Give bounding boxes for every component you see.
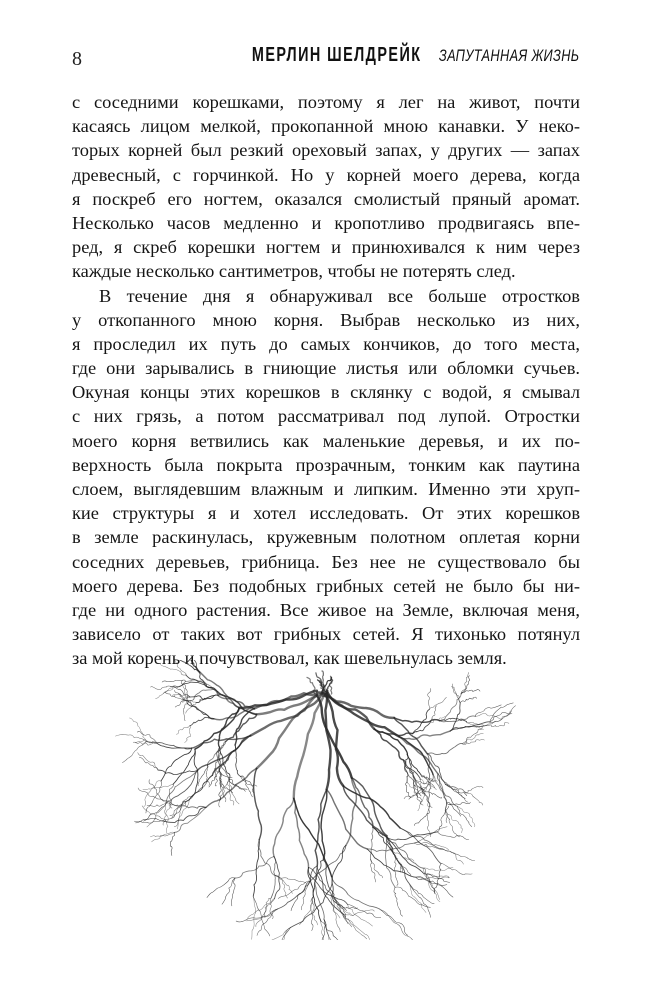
root-stroke [258,840,275,876]
root-stroke [129,718,146,742]
root-stroke [394,887,403,916]
root-stroke [235,745,241,777]
root-stroke [257,696,317,769]
root-stroke [462,726,482,744]
root-stroke [143,784,173,790]
root-stroke [161,748,192,781]
root-stroke [332,845,346,893]
root-stroke [207,878,235,898]
text-line: верхность была покрыта прозрачным, тонким как паутина [72,454,580,475]
root-stroke [416,877,450,879]
text-line: с них грязь, а потом рассматривал под лупой. Отростки [72,406,580,427]
text-line: у откопанного мною корня. Выбрав несколько из них, [72,309,580,330]
root-stroke [405,782,410,797]
root-stroke [457,806,475,826]
root-stroke [235,857,274,879]
text-line: я проследил их путь до самых кончиков, до того места, [72,333,580,354]
root-stroke [253,896,270,936]
root-stroke [139,757,158,770]
running-head [72,44,579,72]
root-stroke [116,735,147,742]
text-line: зависело от таких вот грибных сетей. Я тихонько потянул [72,624,580,645]
root-stroke [457,806,471,826]
root-stroke [343,914,366,939]
text-line: слоем, выглядевшим влажным и липким. Именно эти хруп- [72,479,580,499]
text-line: кие структуры я и хотел исследовать. От этих корешков [72,503,580,524]
text-line: где они зарывались в гниющие листья или обломки сучьев. [72,358,580,379]
root-stroke [475,713,502,719]
root-stroke [450,725,487,731]
root-stroke [294,694,325,799]
root-stroke [410,884,431,917]
root-stroke [433,775,447,803]
text-line: торых корней был резкий ореховый запах, у других — запах [72,140,580,161]
root-stroke [410,884,434,903]
text-line: где ни одного растения. Все живое на Земле, включая меня, [72,599,580,620]
root-stroke [386,836,396,888]
roots-sketch-icon [108,660,548,940]
root-stroke [185,726,191,743]
root-stroke [227,782,234,806]
root-stroke [423,867,453,870]
running-title [186,44,579,67]
root-stroke [453,684,461,703]
root-stroke [427,743,462,754]
paragraph-1 [72,90,580,284]
root-stroke [191,703,214,719]
root-stroke [441,849,464,865]
root-stroke [122,742,146,763]
text-line: Несколько часов медленно и кропотливо продвигаясь впе- [72,212,580,233]
root-stroke [222,878,235,904]
root-stroke [395,887,430,907]
text-line: за мой корень и почувствовал, как шевельнулась земля. [72,648,507,669]
text-line: я поскреб его ногтем, оказался смолистый пряный аромат. [72,188,580,209]
root-stroke [152,832,175,842]
body-text [72,90,580,671]
root-stroke [343,910,374,916]
root-stroke [487,722,509,726]
root-stroke [428,689,431,710]
root-stroke [137,731,156,743]
root-stroke [464,786,483,792]
root-stroke [138,788,163,801]
text-line: в земле раскинулась, кружевным полотном оплетая корни [72,527,580,548]
root-stroke [253,840,259,897]
root-stroke [183,701,189,721]
root-stroke [161,664,186,675]
book-title: ЗАПУТАННАЯ ЖИЗНЬ [438,46,579,65]
root-stroke [176,726,190,735]
root-stroke [460,697,476,703]
text-line: Окуная концы этих корешков в склянку с водой, я смывал [72,382,580,403]
root-stroke [158,770,197,775]
root-stroke [343,786,387,838]
root-stroke [400,828,440,849]
text-line: с соседними корешками, поэтому я лег на живот, почти [72,92,580,112]
text-line: каждые несколько сантиметров, чтобы не потерять след. [72,261,516,282]
root-stroke [275,876,306,884]
text-line: моего дерева. Без подобных грибных сетей не было бы ни- [72,575,580,596]
root-stroke [441,849,475,861]
text-line: моего корня ветвились как маленькие деревья, и их по- [72,430,580,451]
root-stroke [170,832,175,855]
root-stroke [241,777,253,797]
text-line: древесный, с горчинкой. Но у корней моего дерева, когда [72,164,580,185]
root-stroke [294,798,309,867]
root-stroke [273,798,294,856]
root-stroke [272,857,275,895]
root-stroke [394,718,440,722]
text-line: касаясь лицом мелкой, прокопанной мною канавки. У неко- [72,116,580,137]
root-stroke [371,859,376,882]
root-stroke [399,731,450,739]
root-stroke [450,703,460,731]
root-stroke [343,914,369,939]
root-stroke [441,863,472,874]
root-stroke [437,806,448,832]
root-stroke [423,868,435,892]
root-stroke [464,792,483,805]
page-number: 8 [72,48,82,70]
root-stroke [448,815,460,837]
author-name: МЕРЛИН ШЕЛДРЕЙК [251,44,422,66]
root-stroke [185,775,212,802]
text-line: В течение дня я обнаруживал все больше отростков [99,285,580,306]
root-stroke [254,768,262,839]
paragraph-2 [72,284,580,671]
root-stroke [429,697,446,709]
root-stroke [437,832,468,840]
root-stroke [462,739,484,744]
text-line: соседних деревьев, грибница. Без нее не существовало бы [72,551,580,572]
root-stroke [166,770,197,802]
root-stroke [229,780,247,790]
root-stroke [245,928,291,940]
root-stroke [165,803,169,833]
text-line: ред, я скреб корешки ногтем и принюхивался к ним через [72,237,580,258]
root-stroke [133,742,156,745]
